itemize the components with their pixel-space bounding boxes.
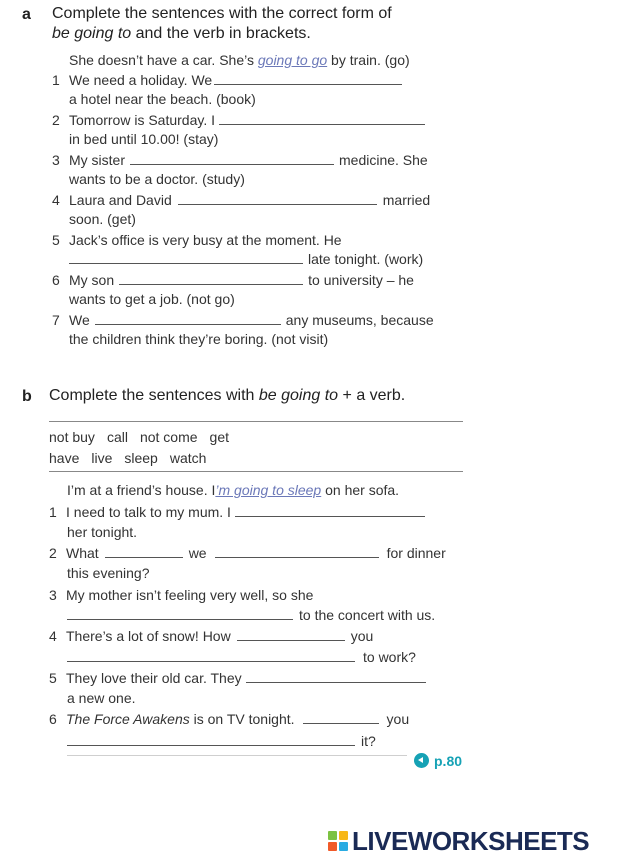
- section-b-letter: b: [22, 388, 32, 405]
- b-item-6-blank-2[interactable]: [67, 733, 355, 746]
- a-item-6-line1: 6 My son to university – he: [52, 272, 414, 288]
- example-answer: going to go: [257, 52, 328, 68]
- a-item-1-line2: a hotel near the beach. (book): [69, 91, 256, 107]
- word-box-top-rule: [49, 421, 463, 422]
- section-a-title-line1: Complete the sentences with the correct form of: [52, 5, 392, 22]
- word-box-row-1: [49, 429, 241, 446]
- a-item-2-line1: 2 Tomorrow is Saturday. I: [52, 112, 425, 129]
- a-item-3-line2: wants to be a doctor. (study): [69, 171, 245, 187]
- a-item-5-line2: late tonight. (work): [69, 251, 423, 268]
- b-item-4-blank-1[interactable]: [237, 628, 345, 641]
- a-item-4-line1: 4 Laura and David married: [52, 192, 431, 208]
- a-item-1-line1: 1 We need a holiday. We: [52, 72, 402, 89]
- arrow-left-icon: [414, 753, 429, 768]
- example-answer: ’m going to sleep: [215, 482, 322, 498]
- word-not-come: not come: [139, 429, 198, 445]
- b-item-3-line1: 3 My mother isn’t feeling very well, so she: [49, 587, 314, 603]
- a-item-6-blank[interactable]: [119, 272, 303, 285]
- word-get: get: [209, 429, 230, 445]
- b-item-2-blank-2[interactable]: [215, 545, 379, 558]
- a-item-2-blank[interactable]: [219, 112, 425, 125]
- a-item-3-blank[interactable]: [130, 152, 334, 165]
- b-item-3-line2: to the concert with us.: [67, 607, 435, 624]
- b-item-3-blank[interactable]: [67, 607, 293, 620]
- word-box-bottom-rule: [49, 471, 463, 472]
- a-item-4-blank[interactable]: [178, 192, 377, 205]
- word-call: call: [106, 429, 128, 445]
- section-b-example: I’m at a friend’s house. I’m going to sleep on her sofa.: [67, 482, 400, 498]
- movie-title: The Force Awakens: [66, 711, 190, 727]
- b-item-2-blank-1[interactable]: [105, 545, 183, 558]
- section-b-title: Complete the sentences with be going to + a verb.: [49, 387, 406, 404]
- a-item-4-line2: soon. (get): [69, 211, 136, 227]
- a-item-7-line1: 7 We any museums, because: [52, 312, 434, 328]
- word-not-buy: not buy: [49, 429, 95, 445]
- a-item-5-line1: 5 Jack’s office is very busy at the moment. He: [52, 232, 342, 248]
- b-item-1-line2: her tonight.: [67, 524, 138, 540]
- b-item-1-line1: 1 I need to talk to my mum. I: [49, 504, 425, 521]
- section-a-letter: a: [22, 6, 31, 23]
- b-item-5-line2: a new one.: [67, 690, 136, 706]
- section-a-example: She doesn’t have a car. She’s going to go by train. (go): [69, 52, 410, 68]
- word-have: have: [49, 450, 80, 466]
- b-item-4-line1: 4 There’s a lot of snow! How you: [49, 628, 374, 644]
- b-item-5-line1: 5 They love their old car. They: [49, 670, 426, 687]
- a-item-7-line2: the children think they’re boring. (not visit): [69, 331, 329, 347]
- a-item-1-blank[interactable]: [214, 72, 402, 85]
- b-item-6-blank-1[interactable]: [303, 711, 379, 724]
- a-item-2-line2: in bed until 10.00! (stay): [69, 131, 219, 147]
- b-item-1-blank[interactable]: [235, 504, 425, 517]
- b-item-5-blank[interactable]: [246, 670, 426, 683]
- a-item-3-line1: 3 My sister medicine. She: [52, 152, 428, 168]
- logo-text: LIVEWORKSHEETS: [352, 825, 590, 856]
- a-item-7-blank[interactable]: [95, 312, 281, 325]
- b-item-2-line1: 2 What we for dinner: [49, 545, 446, 561]
- word-box-row-2: [49, 450, 218, 467]
- section-a-title-line2: be going to and the verb in brackets.: [52, 25, 311, 42]
- b-item-6-line2: it?: [67, 733, 376, 750]
- b-item-2-line2: this evening?: [67, 565, 150, 581]
- page-reference[interactable]: p.80: [434, 753, 463, 769]
- b-item-4-line2: to work?: [67, 649, 416, 666]
- a-item-6-line2: wants to get a job. (not go): [69, 291, 235, 307]
- liveworksheets-logo: [328, 826, 589, 856]
- b-item-6-line1: 6 The Force Awakens is on TV tonight. you: [49, 711, 410, 727]
- word-watch: watch: [169, 450, 207, 466]
- b-item-4-blank-2[interactable]: [67, 649, 355, 662]
- word-live: live: [91, 450, 113, 466]
- a-item-5-blank[interactable]: [69, 251, 303, 264]
- logo-grid-icon: [328, 831, 348, 851]
- section-b-end-rule: [67, 755, 407, 756]
- word-sleep: sleep: [124, 450, 158, 466]
